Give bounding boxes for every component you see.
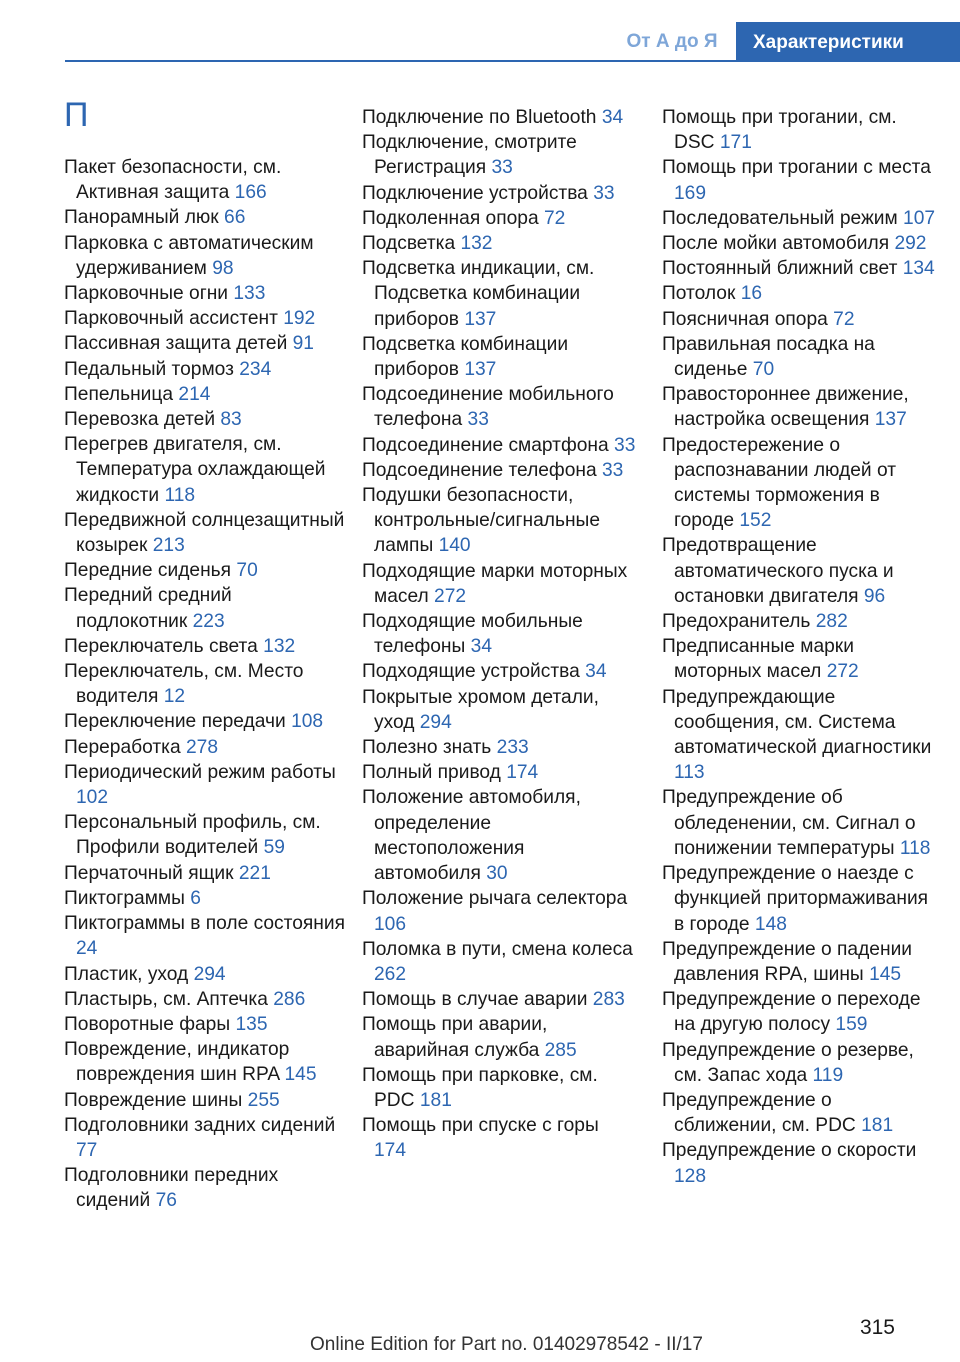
entry-term: Потолок [662, 283, 736, 305]
entry-term: Подключение по Bluetooth [362, 107, 597, 128]
index-entry [64, 760, 346, 810]
entry-term: Предохранитель [662, 611, 811, 633]
page-link[interactable]: 133 [233, 283, 266, 305]
index-entry [662, 256, 938, 281]
index-entry [64, 1012, 346, 1037]
index-entry [64, 709, 346, 734]
entry-term: Предписанные марки моторных масел [662, 636, 854, 683]
page-link[interactable]: 72 [543, 207, 566, 229]
index-entry [662, 105, 938, 155]
page-link[interactable]: 77 [76, 1139, 98, 1161]
index-entry [64, 231, 346, 281]
index-entry [362, 256, 636, 332]
index-entry [64, 357, 346, 382]
index-entry [362, 735, 636, 760]
index-entry [64, 205, 346, 230]
page-link[interactable]: 70 [236, 560, 258, 582]
index-entry [362, 332, 636, 382]
page-link[interactable]: 169 [674, 182, 707, 204]
entry-term: Подключение устройства [362, 182, 588, 204]
index-entry [64, 407, 346, 432]
page-link[interactable]: 181 [861, 1115, 894, 1137]
page-link[interactable]: 66 [224, 207, 246, 229]
page-link[interactable]: 137 [874, 409, 907, 431]
page-link[interactable]: 72 [833, 308, 855, 330]
entry-term: Положение рычага селектора [362, 888, 628, 910]
entry-term: Персональный профиль, см. Профили водителей [64, 812, 321, 859]
page-link[interactable]: 70 [752, 359, 775, 381]
index-entry [662, 332, 938, 382]
page-link[interactable]: 294 [193, 963, 226, 985]
page-link[interactable]: 152 [739, 510, 772, 532]
index-entry [64, 987, 346, 1012]
page-link[interactable]: 102 [76, 787, 109, 809]
entry-term: Предупреждение о наезде с функцией притормаживания в городе [662, 863, 929, 935]
page-link[interactable]: 107 [903, 207, 936, 229]
index-entry [362, 1012, 636, 1062]
index-entry [362, 105, 636, 130]
page-link[interactable]: 33 [491, 157, 513, 179]
page-link[interactable]: 286 [273, 988, 306, 1010]
entry-term: Помощь при трогании с места [662, 157, 931, 179]
index-entry [662, 785, 938, 861]
entry-term: Передвижной солнцезащитный козырек [64, 509, 345, 557]
page-link[interactable]: 171 [719, 132, 752, 154]
index-entry [362, 1113, 636, 1163]
index-entry [362, 685, 636, 735]
page-link[interactable]: 34 [585, 661, 607, 683]
page-link[interactable]: 262 [374, 963, 407, 985]
page-link[interactable]: 233 [496, 737, 529, 759]
entry-term: Пепельница [64, 383, 174, 405]
index-entry [662, 382, 938, 432]
page-link[interactable]: 140 [438, 535, 471, 557]
index-entry [362, 231, 636, 256]
index-entry [362, 458, 636, 483]
footer-edition: Online Edition for Part no. 01402978542 - II/17 [310, 1334, 703, 1355]
index-entry [662, 533, 938, 609]
entry-term: Подходящие мобильные телефоны [362, 611, 583, 658]
index-entry [662, 155, 938, 205]
index-entry [64, 281, 346, 306]
entry-term: Переключатель света [64, 635, 258, 657]
index-entry [662, 609, 938, 634]
page-link[interactable]: 33 [467, 409, 489, 431]
index-entry [64, 659, 346, 709]
entry-term: Поворотные фары [64, 1013, 231, 1035]
entry-term: Помощь при аварии, аварийная служба [362, 1014, 548, 1061]
index-entry [362, 659, 636, 684]
entry-term: Подголовники передних сидений [64, 1165, 279, 1212]
entry-term: Подсветка [362, 233, 456, 255]
page-header [0, 0, 960, 62]
page-link[interactable]: 98 [212, 257, 234, 279]
entry-term: Помощь при трогании, см. DSC [662, 107, 897, 154]
entry-term: Подходящие марки моторных масел [362, 560, 628, 607]
entry-term: Подсветка индикации, см. Подсветка комбинации приборов [362, 258, 595, 330]
entry-term: Передний средний подлокотник [64, 585, 232, 632]
page-link[interactable]: 145 [284, 1064, 317, 1086]
page-link[interactable]: 59 [263, 837, 285, 859]
entry-term: Помощь при спуске с горы [362, 1115, 599, 1137]
index-entry [64, 155, 346, 205]
entry-term: Переключение передачи [64, 711, 286, 733]
page-link[interactable]: 174 [374, 1140, 407, 1162]
index-entry [64, 508, 346, 558]
entry-term: Подушки безопасности, контрольные/сигнальные лампы [362, 485, 600, 557]
page-link[interactable]: 34 [601, 107, 624, 128]
page-link[interactable]: 213 [152, 535, 185, 557]
page-link[interactable]: 221 [238, 862, 271, 884]
entry-term: Парковка с автоматическим удерживанием [64, 232, 314, 279]
page-link[interactable]: 294 [419, 711, 452, 733]
index-entry [662, 634, 938, 684]
page-link[interactable]: 12 [163, 686, 186, 708]
index-column-2 [362, 105, 636, 1164]
index-entry [362, 483, 636, 559]
page-link[interactable]: 283 [592, 989, 625, 1011]
entry-term: Предупреждение о сближении, см. PDC [662, 1089, 856, 1137]
page-number: 315 [859, 1316, 895, 1339]
page-link[interactable]: 33 [614, 434, 636, 456]
index-entry [64, 306, 346, 331]
index-entry [662, 1038, 938, 1088]
index-entry [64, 1113, 346, 1163]
index-entry [64, 861, 346, 886]
page-link[interactable]: 33 [602, 459, 624, 481]
page-link[interactable]: 6 [190, 887, 201, 909]
index-entry [362, 559, 636, 609]
entry-term: Подходящие устройства [362, 661, 580, 683]
index-entry [362, 886, 636, 936]
page-link[interactable]: 148 [754, 913, 787, 935]
index-entry [662, 1088, 938, 1138]
entry-term: Предупреждающие сообщения, см. Система автоматической диагностики [662, 686, 932, 759]
entry-term: Подсоединение телефона [362, 459, 597, 481]
entry-term: Поясничная опора [662, 308, 828, 330]
entry-term: Покрытые хромом детали, уход [362, 686, 599, 733]
index-entry [64, 382, 346, 407]
index-entry [662, 231, 938, 256]
entry-term: Помощь в случае аварии [362, 989, 588, 1011]
page-link[interactable]: 159 [835, 1014, 868, 1036]
index-entry [662, 937, 938, 987]
page-link[interactable]: 30 [486, 863, 508, 885]
tab-a-to-z[interactable]: От А до Я [626, 31, 718, 52]
index-entry [662, 206, 938, 231]
page-link[interactable]: 223 [192, 610, 225, 632]
page-link[interactable]: 285 [544, 1039, 577, 1061]
index-entry [64, 962, 346, 987]
entry-term: Предостережение о распознавании людей от системы торможения в городе [662, 434, 896, 532]
index-entry [362, 1063, 636, 1113]
index-entry [64, 558, 346, 583]
index-entry [64, 810, 346, 860]
entry-term: Подсоединение мобильного телефона [362, 384, 614, 431]
tab-characteristics[interactable]: Характеристики [736, 22, 960, 62]
index-entry [362, 760, 636, 785]
page-link[interactable]: 137 [464, 308, 497, 330]
entry-term: Перегрев двигателя, см. Температура охлаждающей жидкости [64, 434, 326, 506]
header-divider [65, 60, 960, 62]
entry-term: Подколенная опора [362, 207, 539, 229]
entry-term: Перевозка детей [64, 409, 216, 431]
index-entry [64, 634, 346, 659]
entry-term: Правильная посадка на сиденье [662, 333, 875, 381]
entry-term: Повреждение шины [64, 1089, 243, 1111]
index-entry [362, 785, 636, 886]
entry-term: Предупреждение о резерве, см. Запас хода [662, 1039, 914, 1086]
entry-term: Пластырь, см. Аптечка [64, 988, 268, 1010]
entry-term: Постоянный ближний свет [662, 258, 898, 280]
entry-term: Перчаточный ящик [64, 862, 234, 884]
index-entry [362, 609, 636, 659]
entry-term: Последовательный режим [662, 207, 898, 229]
index-entry [64, 735, 346, 760]
entry-term: Парковочные огни [64, 283, 229, 305]
page-link[interactable]: 192 [283, 308, 316, 330]
entry-term: Подсоединение смартфона [362, 434, 609, 456]
entry-term: Пиктограммы [64, 887, 185, 909]
page-link[interactable]: 272 [434, 585, 467, 607]
entry-term: Переключатель, см. Место водителя [64, 661, 304, 708]
page-link[interactable]: 119 [812, 1064, 844, 1086]
page-link[interactable]: 34 [470, 636, 493, 658]
entry-term: Пластик, уход [64, 963, 189, 985]
entry-term: Поломка в пути, смена колеса [362, 938, 633, 960]
index-entry [662, 433, 938, 534]
page-link[interactable]: 106 [374, 913, 407, 935]
index-entry [662, 281, 938, 306]
index-entry [662, 987, 938, 1037]
page-link[interactable]: 132 [263, 635, 296, 657]
page-link[interactable]: 83 [220, 409, 242, 431]
entry-term: Предупреждение о падении давления RPA, шины [662, 938, 912, 985]
index-entry [64, 1088, 346, 1113]
page-link[interactable]: 76 [155, 1190, 177, 1212]
entry-term: Переработка [64, 736, 181, 758]
entry-term: Предупреждение об обледенении, см. Сигнал о понижении температуры [662, 787, 916, 859]
page-link[interactable]: 292 [894, 233, 927, 255]
entry-term: Предупреждение о скорости [662, 1140, 917, 1162]
page-link[interactable]: 113 [674, 762, 705, 784]
index-entry [362, 433, 636, 458]
page-link[interactable]: 137 [464, 359, 497, 381]
page-link[interactable]: 234 [239, 358, 272, 380]
entry-term: Панорамный люк [64, 207, 219, 229]
entry-term: Предупреждение о переходе на другую полосу [662, 989, 921, 1036]
page-link[interactable]: 16 [740, 283, 763, 305]
index-entry [64, 432, 346, 508]
page-link[interactable]: 108 [291, 711, 324, 733]
entry-term: Пиктограммы в поле состояния [64, 913, 345, 935]
page-link[interactable]: 33 [593, 182, 615, 204]
index-entry [662, 861, 938, 937]
index-entry [64, 331, 346, 356]
entry-term: Периодический режим работы [64, 761, 336, 783]
page-link[interactable]: 134 [902, 258, 935, 280]
entry-term: Подсветка комбинации приборов [362, 333, 569, 381]
entry-term: Положение автомобиля, определение местоположения автомобиля [362, 787, 581, 885]
page-link[interactable]: 132 [460, 233, 493, 255]
index-column-3 [662, 105, 938, 1189]
entry-term: Помощь при парковке, см. PDC [362, 1064, 598, 1111]
page-link[interactable]: 278 [186, 736, 219, 758]
index-entry [64, 1163, 346, 1213]
page-link[interactable]: 255 [247, 1089, 280, 1111]
page-link[interactable]: 282 [815, 611, 848, 633]
entry-term: Полный привод [362, 762, 501, 784]
index-entry [362, 206, 636, 231]
index-entry [362, 181, 636, 206]
page-link[interactable]: 135 [235, 1013, 268, 1035]
page-link[interactable]: 174 [506, 762, 539, 784]
index-entry [362, 987, 636, 1012]
entry-term: Предотвращение автоматического пуска и остановки двигателя [662, 535, 894, 607]
page-link[interactable]: 145 [869, 963, 902, 985]
section-letter: П [64, 96, 89, 134]
page-link[interactable]: 181 [419, 1089, 452, 1111]
index-column-1 [64, 155, 346, 1214]
entry-term: Педальный тормоз [64, 358, 234, 380]
index-entry [362, 937, 636, 987]
entry-term: Пассивная защита детей [64, 333, 288, 355]
page-link[interactable]: 24 [76, 938, 98, 960]
page-link[interactable]: 128 [674, 1165, 707, 1187]
entry-term: Полезно знать [362, 737, 492, 759]
page-link[interactable]: 118 [164, 484, 196, 506]
entry-term: Правостороннее движение, настройка освещения [662, 384, 909, 431]
entry-term: Подголовники задних сидений [64, 1114, 336, 1136]
index-entry [362, 382, 636, 432]
index-entry [662, 1138, 938, 1188]
page-link[interactable]: 96 [863, 585, 886, 607]
index-entry [64, 583, 346, 633]
entry-term: После мойки автомобиля [662, 233, 890, 255]
entry-term: Повреждение, индикатор повреждения шин RPA [64, 1039, 290, 1086]
index-entry [64, 886, 346, 911]
page-link[interactable]: 272 [826, 661, 859, 683]
entry-term: Подключение, смотрите Регистрация [362, 132, 577, 179]
entry-term: Передние сиденья [64, 560, 232, 582]
entry-term: Парковочный ассистент [64, 308, 278, 330]
index-entry [662, 685, 938, 786]
page-link[interactable]: 118 [899, 837, 931, 859]
index-entry [362, 130, 636, 180]
entry-term: Пакет безопасности, см. Активная защита [64, 157, 282, 204]
index-entry [64, 911, 346, 961]
index-entry [64, 1037, 346, 1087]
page-link[interactable]: 166 [234, 182, 267, 204]
page-link[interactable]: 91 [292, 333, 314, 355]
index-entry [662, 307, 938, 332]
page-link[interactable]: 214 [178, 383, 211, 405]
